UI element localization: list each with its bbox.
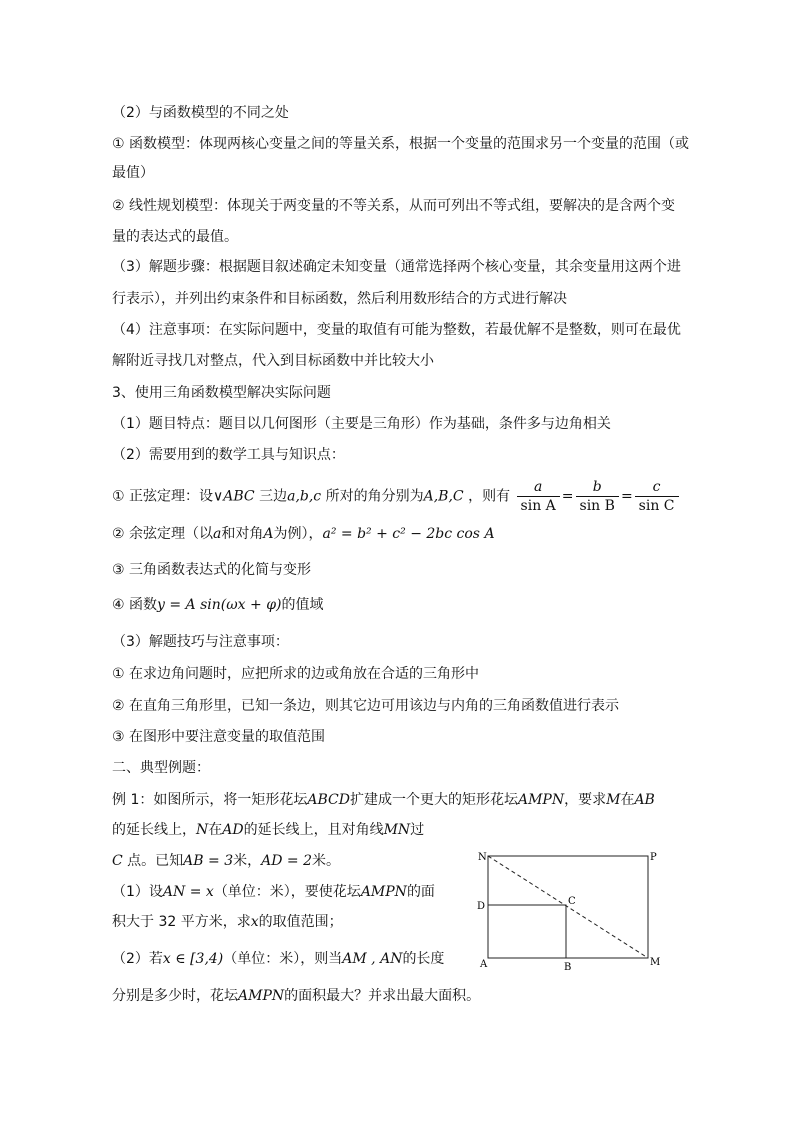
example-line: C 点。已知AB = 3米，AD = 2米。: [112, 853, 340, 869]
cosine-law-line: ② 余弦定理（以a和对角A为例），a² = b² + c² − 2bc cos A: [112, 526, 495, 542]
text-line: （1）题目特点：题目以几何图形（主要是三角形）作为基础，条件多与边角相关: [112, 416, 611, 432]
label-a: A: [480, 959, 488, 970]
section-heading: 二、典型例题：: [112, 760, 210, 776]
example-line: （1）设AN = x（单位：米），要使花坛AMPN的面: [112, 884, 435, 900]
section-heading: 3、使用三角函数模型解决实际问题: [112, 385, 331, 401]
text-line: ② 在直角三角形里，已知一条边，则其它边可用该边与内角的三角函数值进行表示: [112, 698, 619, 714]
example-line: 例 1：如图所示，将一矩形花坛ABCD扩建成一个更大的矩形花坛AMPN，要求M在AB: [112, 792, 655, 808]
text-line: ③ 三角函数表达式的化简与变形: [112, 562, 312, 578]
fraction: $\frac{a}{\text{sin A}}$: [517, 478, 560, 515]
text-line: ② 线性规划模型：体现关于两变量的不等关系，从而可列出不等式组，要解决的是含两个变: [112, 198, 675, 214]
text-line: ① 在求边角问题时，应把所求的边或角放在合适的三角形中: [112, 666, 479, 682]
example-line: 的延长线上，N在AD的延长线上，且对角线MN过: [112, 822, 425, 838]
fraction: $\frac{c}{\text{sin C}}$: [635, 478, 679, 515]
text-line: （3）解题技巧与注意事项：: [112, 634, 289, 650]
label-p: P: [650, 852, 657, 863]
text-line: （3）解题步骤：根据题目叙述确定未知变量（通常选择两个核心变量，其余变量用这两个进: [112, 259, 681, 275]
label-b: B: [564, 962, 572, 973]
text-line: （2）需要用到的数学工具与知识点：: [112, 447, 345, 463]
text-line: ① 函数模型：体现两核心变量之间的等量关系，根据一个变量的范围求另一个变量的范围（或: [112, 136, 689, 152]
label-c: C: [568, 896, 576, 907]
label-m: M: [650, 957, 661, 968]
fraction: $\frac{b}{\text{sin B}}$: [576, 478, 619, 515]
sine-law-line: ① 正弦定理：设∨ABC 三边a,b,c 所对的角分别为A,B,C ，则有 $\frac{a}{\text{sin A}}$ = $\frac{b}{\text{sin B}}$ = $\frac{c}{\text{sin C}}$: [112, 478, 681, 515]
label-n: N: [478, 852, 487, 863]
rectangle-abcd: [488, 905, 566, 958]
example-line: 分别是多少时，花坛AMPN的面积最大？并求出最大面积。: [112, 988, 481, 1004]
diagonal-mn: [488, 856, 648, 958]
text-line: （4）注意事项：在实际问题中，变量的取值有可能为整数，若最优解不是整数，则可在最优: [112, 322, 681, 338]
text-line: （2）与函数模型的不同之处: [112, 105, 289, 121]
example-line: 积大于 32 平方米，求x的取值范围；: [112, 914, 343, 930]
text-line: 解附近寻找几对整点，代入到目标函数中并比较大小: [112, 353, 434, 369]
rectangle-garden-figure: [472, 846, 672, 976]
text-line: 量的表达式的最值。: [112, 229, 238, 245]
text-line: ③ 在图形中要注意变量的取值范围: [112, 729, 326, 745]
function-line: ④ 函数y = A sin(ωx + φ)的值域: [112, 597, 324, 613]
label-d: D: [477, 901, 486, 912]
text-line: 行表示），并列出约束条件和目标函数，然后利用数形结合的方式进行解决: [112, 291, 567, 307]
example-line: （2）若x ∈ [3,4)（单位：米），则当AM , AN的长度: [112, 951, 445, 967]
text-line: 最值）: [112, 165, 154, 181]
